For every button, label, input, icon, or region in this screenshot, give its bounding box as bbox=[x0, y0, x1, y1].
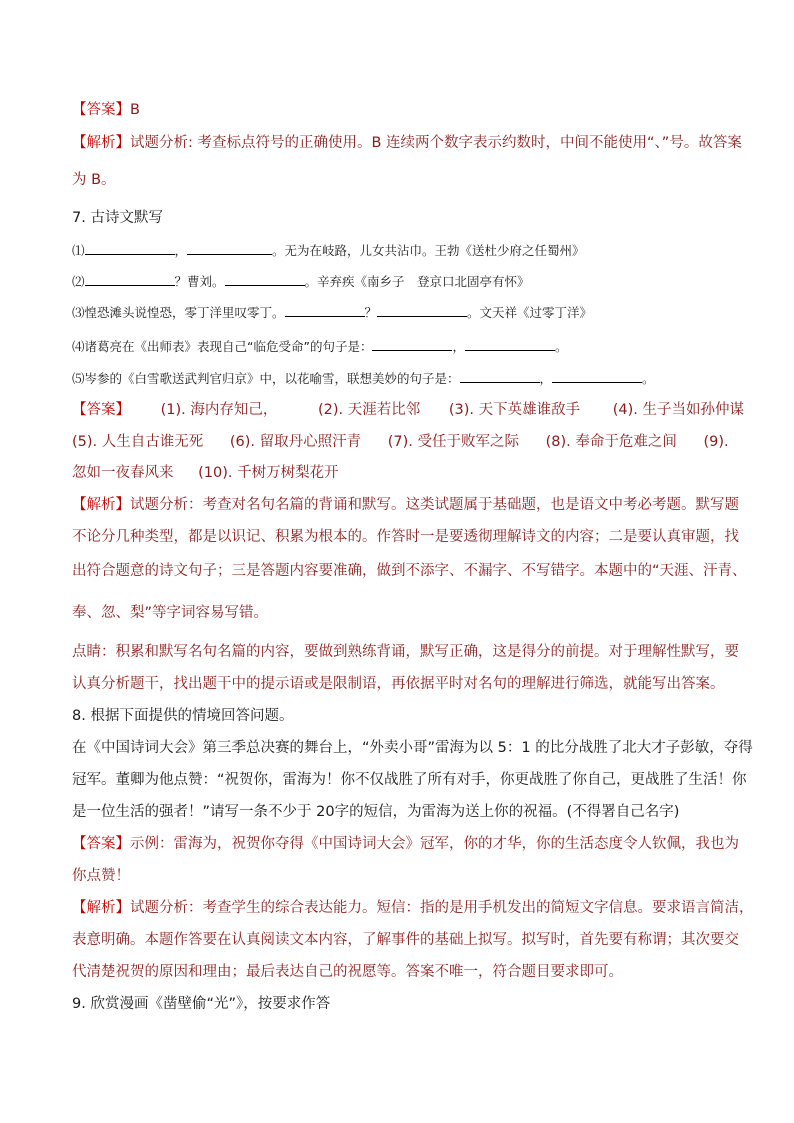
item-text: ⑸岑参的《白雪歌送武判官归京》中，以花喻雪，联想美妙的句子是： bbox=[72, 371, 460, 386]
q7-answer-line-2 bbox=[72, 432, 729, 452]
period: 。 bbox=[554, 339, 568, 354]
q8-analysis-line-2: 表意明确。本题作答要在认真阅读文本内容，了解事件的基础上拟写。拟写时，首先要有称谓；其次要交 bbox=[72, 932, 739, 948]
q9-title: 9. 欣赏漫画《凿壁偷“光”》，按要求作答 bbox=[72, 996, 331, 1012]
q7-answer-line-1 bbox=[72, 400, 744, 420]
q8-body-line-3: 是一位生活的强者！”请写一条不少于 20字的短信，为雷海为送上你的祝福。(不得署自己名字) bbox=[72, 804, 680, 820]
answer-tag: 【答案】 bbox=[72, 402, 130, 418]
q7-item-5 bbox=[72, 368, 655, 389]
q7-item-1 bbox=[72, 240, 585, 261]
answer-item: (4). 生子当如孙仲谋 bbox=[612, 402, 744, 418]
q7-title: 7. 古诗文默写 bbox=[72, 210, 163, 226]
analysis-text: 试题分析: 考查标点符号的正确使用。B 连续两个数字表示约数时，中间不能使用“、”号。故答案 bbox=[130, 135, 742, 151]
blank-7[interactable] bbox=[372, 336, 452, 351]
analysis-text: 试题分析：考查学生的综合表达能力。短信：指的是用手机发出的简短文字信息。要求语言简洁， bbox=[130, 900, 754, 916]
answer-item: (6). 留取丹心照汗青 bbox=[229, 434, 362, 450]
answer-item: (7). 受任于败军之际 bbox=[387, 434, 520, 450]
answer-item: (2). 天涯若比邻 bbox=[317, 402, 421, 418]
item-text: ⑶惶恐滩头说惶恐，零丁洋里叹零丁。 bbox=[72, 305, 285, 320]
q7-tip-line-2: 认真分析题干，找出题干中的提示语或是限制语，再依据平时对名句的理解进行筛选，就能写出答案。 bbox=[72, 676, 725, 692]
answer-item: 忽如一夜春风来 bbox=[72, 465, 174, 481]
q7-tip-line-1: 点睛：积累和默写名句名篇的内容，要做到熟练背诵，默写正确，这是得分的前提。对于理解性默写，要 bbox=[72, 644, 739, 660]
comma: ， bbox=[174, 243, 188, 258]
answer-item: (10). 千树万树梨花开 bbox=[198, 465, 339, 481]
q8-body-line-2: 冠军。董卿为他点赞：“祝贺你，雷海为！你不仅战胜了所有对手，你更战胜了你自己，更战胜了生活！你 bbox=[72, 772, 747, 788]
analysis-text: 试题分析：考查对名句名篇的背诵和默写。这类试题属于基础题，也是语文中考必考题。默写题 bbox=[130, 497, 739, 513]
item-text: ⑷诸葛亮在《出师表》表现自己“临危受命”的句子是： bbox=[72, 339, 373, 354]
question-mark: ？ bbox=[364, 305, 378, 320]
analysis-tag: 【解析】 bbox=[72, 497, 130, 513]
item-number: ⑵ bbox=[72, 274, 85, 289]
blank-8[interactable] bbox=[465, 336, 555, 351]
blank-10[interactable] bbox=[552, 368, 642, 383]
answer-item: (1). 海内存知己， bbox=[160, 402, 278, 418]
answer-item: (8). 奉命于危难之间 bbox=[545, 434, 677, 450]
answer-text: 示例：雷海为，祝贺你夺得《中国诗词大会》冠军，你的才华，你的生活态度令人钦佩，我也为 bbox=[130, 836, 739, 852]
blank-4[interactable] bbox=[225, 271, 305, 286]
answer-item: (3). 天下英雄谁敌手 bbox=[448, 402, 581, 418]
q7-analysis-line-2: 不论分几种类型，都是以识记、积累为根本的。作答时一是要透彻理解诗文的内容；二是要认真审题，找 bbox=[72, 529, 739, 545]
item-number: ⑴ bbox=[72, 243, 85, 258]
answer-value: B bbox=[130, 102, 140, 118]
q7-item-4 bbox=[72, 336, 567, 357]
blank-5[interactable] bbox=[285, 302, 365, 317]
comma: ， bbox=[452, 339, 465, 354]
analysis-tag: 【解析】 bbox=[72, 135, 130, 151]
item-text: ？曹刘。 bbox=[174, 274, 225, 289]
answer-tag: 【答案】 bbox=[72, 102, 130, 118]
q7-item-2 bbox=[72, 271, 530, 292]
item-text: 。无为在岐路，儿女共沾巾。王勃《送杜少府之任蜀州》 bbox=[272, 243, 585, 258]
q8-analysis-line-1 bbox=[72, 898, 754, 918]
q7-analysis-line-1 bbox=[72, 495, 739, 515]
answer-tag: 【答案】 bbox=[72, 836, 130, 852]
blank-6[interactable] bbox=[377, 302, 467, 317]
q7-analysis-line-3: 出符合题意的诗文句子；三是答题内容要准确，做到不添字、不漏字、不写错字。本题中的“天涯、汗青、 bbox=[72, 563, 747, 579]
q6-analysis-line-2: 为 B。 bbox=[72, 172, 116, 188]
blank-1[interactable] bbox=[85, 240, 175, 255]
q8-analysis-line-3: 代清楚祝贺的原因和理由；最后表达自己的祝愿等。答案不唯一，符合题目要求即可。 bbox=[72, 964, 623, 980]
blank-2[interactable] bbox=[187, 240, 272, 255]
blank-3[interactable] bbox=[85, 271, 175, 286]
q8-answer-line-2: 你点赞！ bbox=[72, 868, 130, 884]
q7-answer-line-3 bbox=[72, 463, 339, 483]
blank-9[interactable] bbox=[460, 368, 540, 383]
q6-answer bbox=[72, 100, 140, 120]
item-text-rest: 。文天祥《过零丁洋》 bbox=[467, 305, 593, 320]
q7-analysis-line-4: 奉、忽、梨”等字词容易写错。 bbox=[72, 605, 269, 621]
item-text-rest: 。辛弃疾《南乡子 登京口北固亭有怀》 bbox=[304, 274, 530, 289]
analysis-tag: 【解析】 bbox=[72, 900, 130, 916]
answer-item: (5). 人生自古谁无死 bbox=[72, 434, 204, 450]
q8-body-line-1: 在《中国诗词大会》第三季总决赛的舞台上，“外卖小哥”雷海为以 5：1 的比分战胜了北大才子彭敏，夺得 bbox=[72, 740, 753, 756]
q8-title: 8. 根据下面提供的情境回答问题。 bbox=[72, 708, 294, 724]
q8-answer-line-1 bbox=[72, 834, 739, 854]
answer-item: (9). bbox=[703, 434, 729, 450]
q6-analysis-line-1 bbox=[72, 133, 742, 153]
q7-item-3 bbox=[72, 302, 592, 323]
comma: ， bbox=[539, 371, 553, 386]
period: 。 bbox=[642, 371, 655, 386]
